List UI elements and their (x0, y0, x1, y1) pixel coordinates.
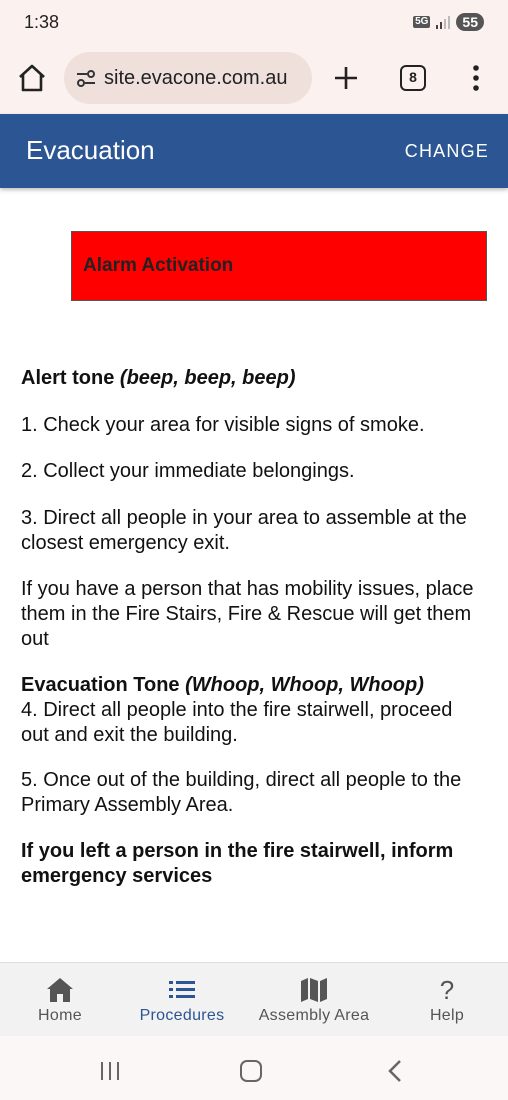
system-home-icon[interactable] (240, 1060, 262, 1082)
status-bar (0, 0, 508, 46)
step-4: 4. Direct all people into the fire stairwell, proceed out and exit the building. (21, 699, 453, 746)
list-icon (168, 977, 196, 1003)
nav-assembly-area-label: Assembly Area (258, 1007, 370, 1024)
nav-home-label: Home (38, 1007, 82, 1024)
home-icon (46, 977, 74, 1003)
url-text: site.evacone.com.au (104, 66, 288, 89)
back-icon[interactable] (386, 1058, 404, 1084)
system-navigation-bar (0, 1036, 508, 1100)
alarm-activation-label: Alarm Activation (83, 255, 234, 276)
overflow-menu-icon[interactable] (466, 62, 486, 94)
home-icon[interactable] (16, 62, 48, 94)
step-5: 5. Once out of the building, direct all people to the Primary Assembly Area. (21, 769, 462, 816)
status-indicators (413, 13, 484, 31)
recent-apps-icon[interactable] (99, 1060, 121, 1082)
step-2: 2. Collect your immediate belongings. (21, 460, 355, 482)
tab-switcher-button[interactable]: 8 (400, 65, 426, 91)
bottom-navigation (0, 962, 508, 1036)
nav-help[interactable] (407, 963, 487, 1037)
alert-tone-sound: (beep, beep, beep) (119, 367, 296, 389)
signal-icon (436, 15, 450, 29)
site-settings-icon[interactable] (74, 66, 98, 90)
evacuation-tone-heading (21, 673, 481, 698)
evacuation-tone-sound: (Whoop, Whoop, Whoop) (185, 674, 424, 696)
nav-help-label: Help (429, 1007, 465, 1024)
alarm-activation-banner (71, 231, 487, 301)
nav-home[interactable] (20, 963, 100, 1037)
alert-tone-heading (21, 366, 481, 391)
map-icon (300, 977, 328, 1003)
app-header (0, 114, 508, 188)
network-type: 5G (415, 16, 429, 27)
change-button[interactable]: CHANGE (404, 141, 489, 161)
nav-procedures[interactable] (132, 963, 232, 1037)
status-time: 1:38 (24, 12, 60, 32)
alert-tone-title: Alert tone (21, 367, 115, 389)
evacuation-tone-title: Evacuation Tone (21, 674, 180, 696)
mobility-note: If you have a person that has mobility issues, place them in the Fire Stairs, Fire & Rescue will get them out (21, 578, 474, 650)
nav-procedures-label: Procedures (139, 1007, 225, 1024)
step-3: 3. Direct all people in your area to assemble at the closest emergency exit. (21, 507, 467, 554)
new-tab-icon[interactable] (330, 62, 362, 94)
address-bar[interactable] (64, 52, 312, 104)
battery-indicator: 55 (456, 13, 484, 31)
browser-toolbar (0, 46, 508, 114)
nav-assembly-area[interactable] (254, 963, 374, 1037)
final-note: If you left a person in the fire stairwell, inform emergency services (21, 840, 454, 887)
step-1: 1. Check your area for visible signs of smoke. (21, 414, 425, 436)
page-title: Evacuation (26, 135, 155, 165)
help-icon: ? (439, 975, 455, 1005)
